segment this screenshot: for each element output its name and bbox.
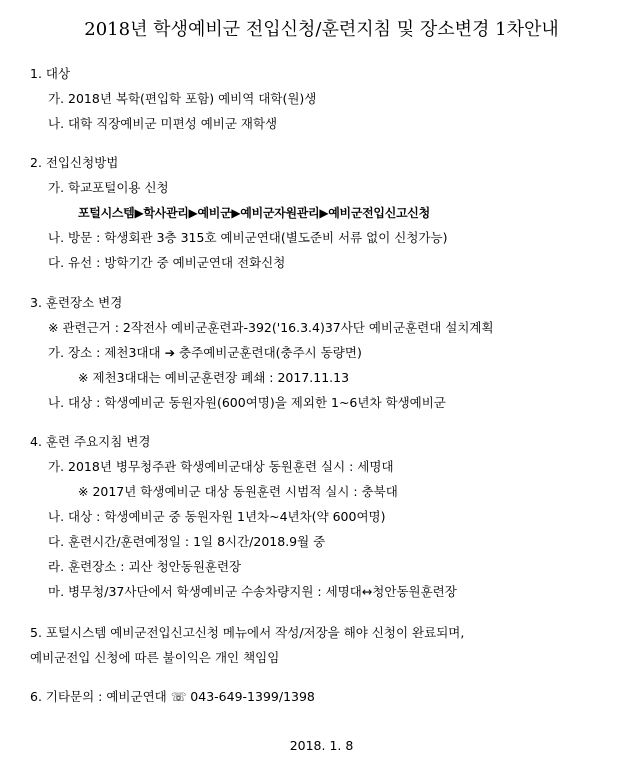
section-3-reference: ※ 관련근거 : 2작전사 예비군훈련과-392('16.3.4)37사단 예비군훈련대 설치계획 [48, 320, 494, 335]
right-arrow-icon: ➔ [164, 345, 176, 360]
section-4-item-a: 가. 2018년 병무청주관 학생예비군대상 동원훈련 실시 : 세명대 [48, 459, 394, 474]
document-date: 2018. 1. 8 [289, 738, 354, 753]
section-1-item-b: 나. 대학 직장예비군 미편성 예비군 재학생 [48, 116, 278, 131]
section-4-item-d: 라. 훈련장소 : 괴산 청안동원훈련장 [48, 559, 242, 574]
section-2-item-b: 나. 방문 : 학생회관 3층 315호 예비군연대(별도준비 서류 없이 신청가능) [48, 230, 448, 245]
section-3-item-a [48, 345, 362, 361]
section-3-item-b: 나. 대상 : 학생예비군 동원자원(600여명)을 제외한 1~6년차 학생예비군 [48, 395, 446, 410]
section-2-heading: 2. 전입신청방법 [30, 155, 119, 170]
section-2-item-a: 가. 학교포털이용 신청 [48, 180, 169, 195]
section-4-item-c: 다. 훈련시간/훈련예정일 : 1일 8시간/2018.9월 중 [48, 534, 326, 549]
section-3-item-a-suffix: 충주예비군훈련대(충주시 동량면) [179, 345, 362, 360]
portal-menu-path: 포털시스템▶학사관리▶예비군▶예비군자원관리▶예비군전입신고신청 [78, 206, 430, 220]
section-1-item-a: 가. 2018년 복학(편입학 포함) 예비역 대학(원)생 [48, 91, 317, 106]
section-4-item-b: 나. 대상 : 학생예비군 중 동원자원 1년차~4년차(약 600여명) [48, 509, 386, 524]
section-4-item-a-note: ※ 2017년 학생예비군 대상 동원훈련 시범적 실시 : 충북대 [78, 484, 398, 499]
section-5-line-2: 예비군전입 신청에 따른 불이익은 개인 책임임 [30, 650, 280, 665]
section-3-item-a-note: ※ 제천3대대는 예비군훈련장 폐쇄 : 2017.11.13 [78, 370, 350, 385]
section-1-heading: 1. 대상 [30, 66, 71, 81]
section-6-contact: 6. 기타문의 : 예비군연대 ☏ 043-649-1399/1398 [30, 689, 315, 704]
section-3-heading: 3. 훈련장소 변경 [30, 295, 123, 310]
section-4-heading: 4. 훈련 주요지침 변경 [30, 434, 151, 449]
page-title: 2018년 학생예비군 전입신청/훈련지침 및 장소변경 1차안내 [84, 19, 559, 40]
section-5-line-1: 5. 포털시스템 예비군전입신고신청 메뉴에서 작성/저장을 해야 신청이 완료되며, [30, 625, 465, 640]
section-2-item-c: 다. 유선 : 방학기간 중 예비군연대 전화신청 [48, 255, 286, 270]
section-3-item-a-prefix: 가. 장소 : 제천3대대 [48, 345, 161, 360]
section-4-item-e: 마. 병무청/37사단에서 학생예비군 수송차량지원 : 세명대↔청안동원훈련장 [48, 584, 457, 599]
